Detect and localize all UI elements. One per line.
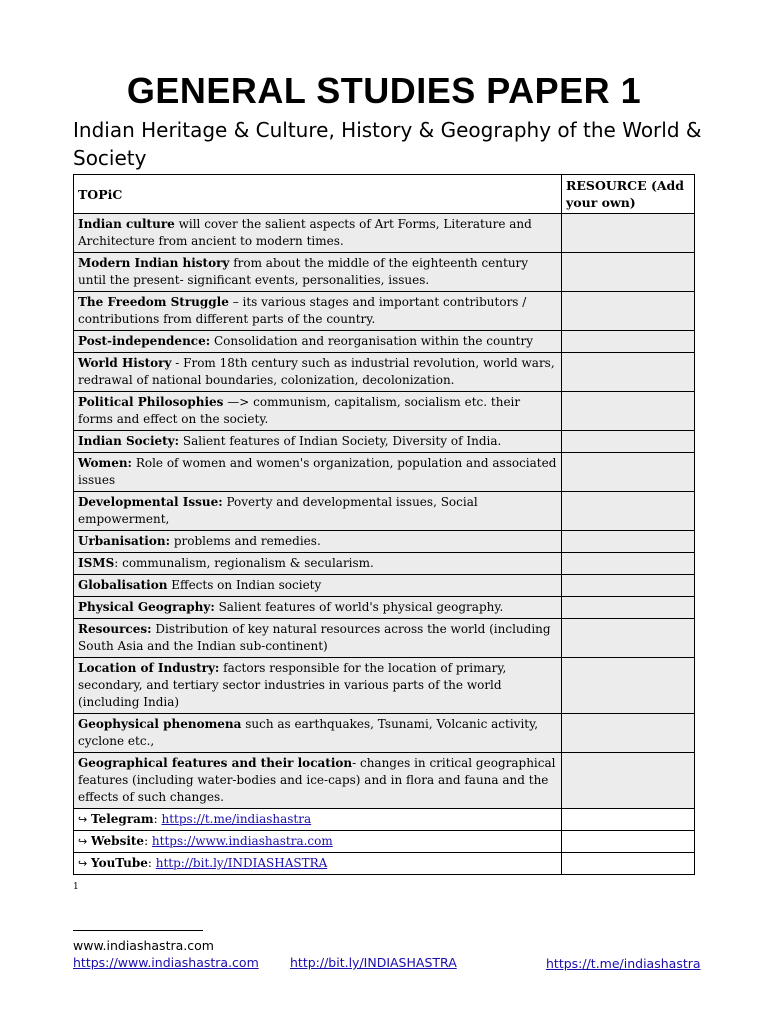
resource-cell[interactable] <box>562 809 695 831</box>
link-cell <box>74 809 562 831</box>
resource-cell[interactable] <box>562 392 695 431</box>
topic-heading: Indian culture <box>78 217 175 231</box>
topic-heading: The Freedom Struggle <box>78 295 229 309</box>
page-subtitle: Indian Heritage & Culture, History & Geography of the World & Society <box>73 118 702 170</box>
topic-heading: World History <box>78 356 172 370</box>
topic-description: - From 18th century such as industrial revolution, world wars, redrawal of national boundaries, colonization, decolonization. <box>78 356 555 387</box>
topic-heading: Post-independence: <box>78 334 211 348</box>
page-title: GENERAL STUDIES PAPER 1 <box>126 70 642 111</box>
forward-arrow-icon: ↪ <box>78 813 88 826</box>
topic-heading: Indian Society: <box>78 434 180 448</box>
table-row <box>74 214 695 253</box>
topic-cell <box>74 553 562 575</box>
topic-description: factors responsible for the location of primary, secondary, and tertiary sector industries in various parts of the world (including India) <box>78 661 507 709</box>
footer-youtube-link[interactable]: http://bit.ly/INDIASHASTRA <box>290 955 457 970</box>
link-url[interactable]: http://bit.ly/INDIASHASTRA <box>155 856 328 870</box>
topic-heading: Location of Industry: <box>78 661 220 675</box>
resource-cell[interactable] <box>562 431 695 453</box>
link-label: YouTube <box>91 856 148 870</box>
table-row <box>74 453 695 492</box>
footer-website-link[interactable]: https://www.indiashastra.com <box>73 955 259 970</box>
topic-heading: Political Philosophies <box>78 395 224 409</box>
topic-cell <box>74 575 562 597</box>
topic-heading: Geophysical phenomena <box>78 717 242 731</box>
topic-cell <box>74 431 562 453</box>
topic-cell <box>74 597 562 619</box>
topic-description: - changes in critical geographical features (including water-bodies and ice-caps) and in flora and fauna and the effects of such changes. <box>78 756 556 804</box>
topic-cell <box>74 753 562 809</box>
table-row <box>74 292 695 331</box>
topic-cell <box>74 714 562 753</box>
resource-cell[interactable] <box>562 831 695 853</box>
resource-cell[interactable] <box>562 553 695 575</box>
resource-cell[interactable] <box>562 619 695 658</box>
table-row <box>74 392 695 431</box>
forward-arrow-icon: ↪ <box>78 835 88 848</box>
resource-cell[interactable] <box>562 214 695 253</box>
link-label: Telegram <box>91 812 154 826</box>
table-row <box>74 431 695 453</box>
topic-cell <box>74 353 562 392</box>
topic-heading: Globalisation <box>78 578 168 592</box>
resource-cell[interactable] <box>562 331 695 353</box>
topic-heading: Geographical features and their location <box>78 756 353 770</box>
topic-heading: Physical Geography: <box>78 600 215 614</box>
table-row <box>74 531 695 553</box>
topic-description: problems and remedies. <box>170 534 321 548</box>
table-row <box>74 353 695 392</box>
topic-heading: Developmental Issue: <box>78 495 223 509</box>
topic-heading: Urbanisation: <box>78 534 171 548</box>
link-cell <box>74 853 562 875</box>
link-separator: : <box>147 856 156 870</box>
footnote-mark: 1 <box>73 882 79 892</box>
table-row <box>74 597 695 619</box>
header-topic <box>74 175 562 214</box>
table-row <box>74 575 695 597</box>
link-label: Website <box>91 834 145 848</box>
table-row <box>74 253 695 292</box>
table-row <box>74 331 695 353</box>
table-row <box>74 492 695 531</box>
topic-description: Role of women and women's organization, population and associated issues <box>78 456 557 487</box>
resource-cell[interactable] <box>562 253 695 292</box>
topic-description: Salient features of world's physical geography. <box>214 600 504 614</box>
topic-description: —> communism, capitalism, socialism etc. their forms and effect on the society. <box>78 395 521 426</box>
topic-cell <box>74 453 562 492</box>
resource-cell[interactable] <box>562 753 695 809</box>
link-row <box>74 853 695 875</box>
topic-description: Poverty and developmental issues, Social empowerment, <box>78 495 478 526</box>
resource-cell[interactable] <box>562 597 695 619</box>
topic-description: Consolidation and reorganisation within the country <box>210 334 534 348</box>
topic-heading: Modern Indian history <box>78 256 230 270</box>
footnote-divider <box>73 930 203 931</box>
topic-cell <box>74 253 562 292</box>
forward-arrow-icon: ↪ <box>78 857 88 870</box>
link-cell <box>74 831 562 853</box>
topic-cell <box>74 619 562 658</box>
topic-heading: Resources: <box>78 622 152 636</box>
resource-cell[interactable] <box>562 531 695 553</box>
link-row <box>74 831 695 853</box>
topic-heading: Women: <box>78 456 132 470</box>
topic-description: Salient features of Indian Society, Diversity of India. <box>179 434 502 448</box>
header-resource-label: RESOURCE (Add your own) <box>566 178 685 210</box>
table-row <box>74 753 695 809</box>
footer-telegram-link[interactable]: https://t.me/indiashastra <box>546 956 701 971</box>
link-url[interactable]: https://www.indiashastra.com <box>151 834 333 848</box>
link-separator: : <box>153 812 162 826</box>
table-header-row <box>74 175 695 214</box>
topic-heading: ISMS <box>78 556 115 570</box>
resource-cell[interactable] <box>562 353 695 392</box>
resource-cell[interactable] <box>562 453 695 492</box>
topic-description: – its various stages and important contributors / contributions from different parts of the country. <box>78 295 527 326</box>
topic-cell <box>74 531 562 553</box>
table-row <box>74 714 695 753</box>
topic-cell <box>74 392 562 431</box>
topic-description: such as earthquakes, Tsunami, Volcanic activity, cyclone etc., <box>78 717 539 748</box>
topic-description: will cover the salient aspects of Art Forms, Literature and Architecture from ancient to modern times. <box>78 217 532 248</box>
resource-cell[interactable] <box>562 492 695 531</box>
header-topic-label: TOPiC <box>78 186 123 202</box>
topic-cell <box>74 292 562 331</box>
table-row <box>74 619 695 658</box>
table-row <box>74 553 695 575</box>
topic-description: from about the middle of the eighteenth century until the present- significant events, personalities, issues. <box>78 256 529 287</box>
topic-cell <box>74 214 562 253</box>
topic-description: : communalism, regionalism & secularism. <box>114 556 374 570</box>
topics-table <box>73 174 695 875</box>
topic-cell <box>74 492 562 531</box>
topic-description: Distribution of key natural resources across the world (including South Asia and the Indian sub-continent) <box>78 622 551 653</box>
link-separator: : <box>144 834 152 848</box>
link-url[interactable]: https://t.me/indiashastra <box>161 812 312 826</box>
link-row <box>74 809 695 831</box>
topic-cell <box>74 658 562 714</box>
resource-cell[interactable] <box>562 575 695 597</box>
table-row <box>74 658 695 714</box>
topic-cell <box>74 331 562 353</box>
resource-cell[interactable] <box>562 714 695 753</box>
resource-cell[interactable] <box>562 658 695 714</box>
footnote-text: www.indiashastra.com <box>73 938 214 953</box>
resource-cell[interactable] <box>562 292 695 331</box>
header-resource <box>562 175 695 214</box>
topic-description: Effects on Indian society <box>167 578 322 592</box>
resource-cell[interactable] <box>562 853 695 875</box>
